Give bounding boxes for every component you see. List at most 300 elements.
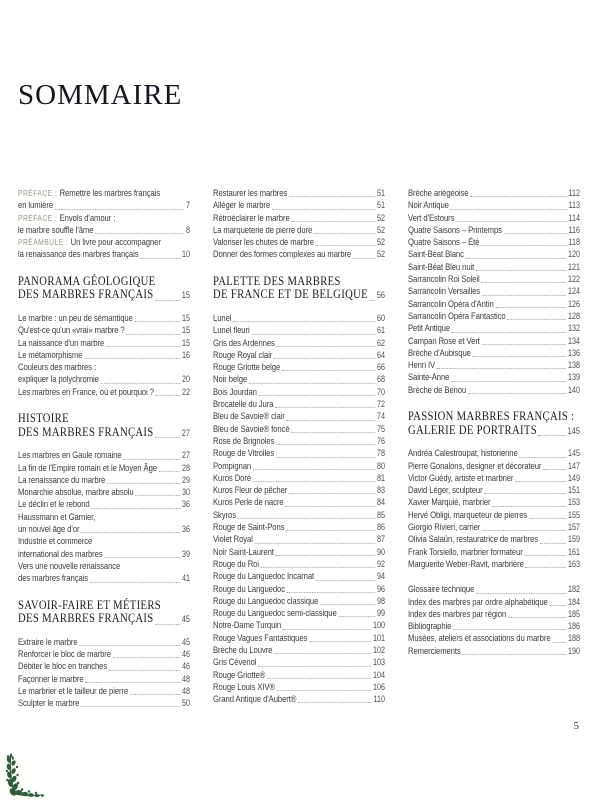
toc-column-1 — [18, 187, 190, 709]
entry-text: Sarrancolin Opéra d'Antin — [408, 297, 494, 309]
toc-entry — [408, 285, 580, 297]
toc-block — [408, 187, 580, 396]
entry-page-number: 118 — [568, 237, 580, 248]
entry-page-number: 29 — [181, 474, 190, 485]
entry-text: Remettre les marbres français — [59, 187, 161, 198]
entry-text: La fin de l'Empire romain et le Moyen Âge — [18, 461, 157, 473]
entry-text: Quatre Saisons – Été — [408, 236, 480, 248]
entry-page-number: 52 — [376, 212, 385, 223]
entry-page-number: 10 — [181, 249, 190, 260]
toc-entry — [213, 521, 385, 533]
dot-leader — [272, 209, 376, 210]
toc-block — [408, 583, 580, 657]
toc-block — [213, 312, 385, 706]
toc-entry — [18, 212, 190, 224]
corner-flourish-icon — [3, 751, 45, 798]
toc-entry — [408, 187, 580, 199]
entry-page-number: 46 — [181, 661, 190, 672]
entry-text: Remerciements — [408, 644, 461, 656]
dot-leader — [254, 543, 375, 544]
entry-text: Violet Royal — [213, 533, 253, 545]
entry-page-number: 99 — [376, 608, 385, 619]
entry-page-number: 132 — [567, 323, 580, 334]
dot-leader — [233, 321, 375, 322]
page-title: SOMMAIRE — [18, 79, 183, 111]
toc-entry — [213, 312, 385, 324]
entry-page-number: 70 — [376, 386, 385, 397]
toc-entry — [213, 349, 385, 361]
dot-leader — [519, 457, 566, 458]
entry-text: Xavier Marquié, marbrier — [408, 496, 491, 508]
toc-block — [18, 312, 190, 398]
toc-entry — [213, 460, 385, 472]
toc-entry — [408, 484, 580, 496]
dot-leader — [437, 368, 567, 369]
toc-entry — [213, 410, 385, 422]
toc-entry — [408, 546, 580, 558]
toc-entry — [213, 423, 385, 435]
toc-entry — [213, 472, 385, 484]
dot-leader — [285, 506, 375, 507]
toc-entry — [213, 361, 385, 373]
section-title-line — [18, 611, 190, 627]
toc-entry — [18, 685, 190, 697]
entry-text: Index des marbres par région — [408, 607, 507, 619]
entry-text: Façonner le marbre — [18, 672, 84, 684]
entry-page-number: 36 — [181, 524, 190, 535]
toc-entry — [408, 620, 580, 632]
toc-entry — [408, 472, 580, 484]
entry-text: DES MARBRES FRANÇAIS — [18, 423, 154, 439]
section-header — [408, 409, 580, 438]
entry-page-number: 153 — [567, 497, 580, 508]
entry-page-number: 145 — [567, 425, 580, 436]
entry-text: Gris Cévenol — [213, 656, 257, 668]
entry-kicker-label: PRÉAMBULE : — [18, 237, 69, 248]
dot-leader — [286, 420, 375, 421]
toc-entry — [408, 509, 580, 521]
entry-page-number: 92 — [376, 558, 385, 569]
toc-block — [213, 187, 385, 261]
toc-entry — [213, 373, 385, 385]
dot-leader — [135, 495, 180, 496]
entry-text: Grand Antique d'Aubert® — [213, 693, 297, 705]
dot-leader — [156, 395, 181, 396]
dot-leader — [450, 209, 566, 210]
dot-leader — [267, 678, 371, 679]
entry-page-number: 120 — [567, 249, 580, 260]
entry-text: Index des marbres par ordre alphabétique — [408, 595, 548, 607]
entry-page-number: 87 — [376, 534, 385, 545]
toc-entry — [408, 347, 580, 359]
toc-entry — [18, 560, 190, 572]
toc-entry — [18, 224, 190, 236]
entry-text: Kuros Doré — [213, 471, 252, 483]
toc-column-2 — [213, 187, 385, 705]
entry-text: Pompignan — [213, 459, 252, 471]
section-title-line — [408, 409, 580, 423]
dot-leader — [289, 196, 375, 197]
entry-page-number: 96 — [376, 583, 385, 594]
entry-text: Rose de Brignoles — [213, 434, 275, 446]
entry-text: Rouge de Saint-Pons — [213, 521, 285, 533]
toc-entry — [18, 361, 190, 373]
entry-page-number: 185 — [567, 608, 580, 619]
dot-leader — [289, 493, 375, 494]
entry-text: Valoriser les chutes de marbre — [213, 236, 315, 248]
entry-text: Restaurer les marbres — [213, 187, 288, 198]
toc-entry — [213, 496, 385, 508]
toc-entry — [408, 645, 580, 657]
toc-entry — [213, 248, 385, 260]
toc-entry — [408, 212, 580, 224]
toc-entry — [213, 447, 385, 459]
entry-text: Frank Torsiello, marbrier formateur — [408, 545, 523, 557]
entry-text: Skyros — [213, 508, 236, 520]
dot-leader — [81, 706, 180, 707]
dot-leader — [251, 334, 375, 335]
entry-text: Le métamorphisme — [18, 348, 83, 360]
entry-page-number: 36 — [181, 499, 190, 510]
section-title-line — [213, 287, 385, 303]
dot-leader — [484, 493, 566, 494]
entry-text: Rouge de Vitrolles — [213, 447, 275, 459]
entry-page-number: 30 — [181, 487, 190, 498]
entry-page-number: 15 — [181, 290, 190, 301]
entry-text: David Léger, sculpteur — [408, 484, 483, 496]
dot-leader — [453, 629, 566, 630]
entry-page-number: 126 — [567, 298, 580, 309]
entry-text: Brèche d'Aubisque — [408, 346, 471, 358]
toc-entry — [213, 693, 385, 705]
entry-text: Saint-Béat Bleu nuit — [408, 260, 475, 272]
toc-entry — [213, 644, 385, 656]
entry-text: Bibliographie — [408, 620, 452, 632]
dot-leader — [314, 233, 375, 234]
entry-page-number: 64 — [376, 349, 385, 360]
toc-entry — [408, 460, 580, 472]
entry-text: SAVOIR-FAIRE ET MÉTIERS — [18, 596, 162, 612]
entry-text: PANORAMA GÉOLOGIQUE — [18, 272, 156, 288]
section-title-line — [18, 425, 190, 441]
toc-entry — [213, 558, 385, 570]
toc-block — [18, 636, 190, 710]
entry-text: Le déclin et le rebond — [18, 498, 90, 510]
entry-page-number: 163 — [567, 558, 580, 569]
dot-leader — [104, 557, 180, 558]
entry-page-number: 151 — [567, 485, 580, 496]
dot-leader — [123, 459, 180, 460]
entry-text: Bleu de Savoie® clair — [213, 410, 285, 422]
entry-text: La naissance d'un marbre — [18, 336, 105, 348]
entry-text: Lunel — [213, 311, 232, 323]
dot-leader — [472, 356, 566, 357]
toc-entry — [408, 596, 580, 608]
entry-page-number: 66 — [376, 362, 385, 373]
toc-entry — [18, 660, 190, 672]
dot-leader — [258, 666, 371, 667]
entry-page-number: 188 — [567, 633, 580, 644]
entry-page-number: 90 — [376, 546, 385, 557]
entry-text: Brèche du Louvre — [213, 643, 273, 655]
entry-text: Le marbre : un peu de sémantique — [18, 311, 133, 323]
entry-text: Industrie et commerce — [18, 535, 93, 547]
toc-entry — [18, 572, 190, 584]
dot-leader — [253, 469, 376, 470]
entry-text: Gris des Ardennes — [213, 336, 275, 348]
entry-text: Rétroéclairer le marbre — [213, 211, 290, 223]
toc-entry — [18, 337, 190, 349]
entry-page-number: 124 — [567, 286, 580, 297]
dot-leader — [482, 530, 566, 531]
toc-entry — [408, 322, 580, 334]
entry-text: Le marbrier et le tailleur de pierre — [18, 684, 129, 696]
dot-leader — [90, 582, 181, 583]
entry-text: Brèche ariégeoise — [408, 187, 469, 198]
dot-leader — [462, 654, 566, 655]
entry-text: Pierre Gonalons, designer et décorateur — [408, 459, 542, 471]
toc-column-3 — [408, 187, 580, 657]
entry-text: Sainte-Anne — [408, 371, 450, 383]
dot-leader — [552, 642, 566, 643]
entry-page-number: 85 — [376, 509, 385, 520]
entry-text: Rouge du Languedoc Incarnat — [213, 570, 315, 582]
dot-leader — [85, 682, 180, 683]
dot-leader — [286, 530, 375, 531]
toc-entry — [408, 273, 580, 285]
dot-leader — [298, 702, 372, 703]
entry-page-number: 27 — [181, 450, 190, 461]
section-title-line — [18, 411, 190, 425]
entry-text: Donner des formes complexes au marbre — [213, 248, 352, 260]
toc-entry — [408, 371, 580, 383]
entry-page-number: 161 — [567, 546, 580, 557]
entry-text: Bleu de Savoie® foncé — [213, 422, 290, 434]
entry-page-number: 112 — [568, 188, 580, 198]
toc-entry — [213, 199, 385, 211]
entry-text: international des marbres — [18, 547, 103, 559]
toc-entry — [18, 349, 190, 361]
entry-text: Couleurs des marbres : — [18, 361, 97, 373]
entry-text: GALERIE DE PORTRAITS — [408, 421, 537, 437]
entry-page-number: 138 — [567, 360, 580, 371]
entry-page-number: 184 — [567, 596, 580, 607]
entry-text: Rouge du Roi — [213, 557, 259, 569]
dot-leader — [508, 617, 567, 618]
entry-text: Vers une nouvelle renaissance — [18, 559, 121, 571]
entry-text: Kuros Perle de nacre — [213, 496, 284, 508]
entry-text: Campan Rose et Vert — [408, 334, 480, 346]
entry-page-number: 20 — [181, 374, 190, 385]
toc-entry — [18, 236, 190, 248]
dot-leader — [482, 295, 567, 296]
entry-page-number: 51 — [376, 188, 385, 198]
entry-page-number: 68 — [376, 374, 385, 385]
entry-page-number: 121 — [567, 261, 580, 272]
toc-entry — [18, 187, 190, 199]
entry-text: Notre-Dame Turquin — [213, 619, 282, 631]
dot-leader — [291, 221, 375, 222]
entry-text: Marguerite Weber-Ravit, marbrière — [408, 557, 524, 569]
toc-entry — [408, 632, 580, 644]
entry-text: Vert d'Estours — [408, 211, 455, 223]
entry-text: Renforcer le bloc de marbre — [18, 647, 111, 659]
entry-text: Alléger le marbre — [213, 199, 271, 211]
toc-entry — [18, 636, 190, 648]
toc-entry — [408, 496, 580, 508]
entry-text: Noir Saint-Laurent — [213, 545, 274, 557]
dot-leader — [524, 555, 566, 556]
entry-page-number: 48 — [181, 685, 190, 696]
toc-entry — [213, 324, 385, 336]
dot-leader — [261, 567, 376, 568]
toc-entry — [213, 484, 385, 496]
entry-page-number: 159 — [567, 534, 580, 545]
toc-entry — [213, 632, 385, 644]
toc-entry — [213, 435, 385, 447]
entry-text: Sarrancolin Opéra Fantastico — [408, 309, 506, 321]
entry-kicker-label: PRÉFACE : — [18, 212, 58, 223]
entry-text: Quatre Saisons – Printemps — [408, 223, 502, 235]
toc-entry — [18, 324, 190, 336]
entry-page-number: 122 — [567, 274, 580, 285]
toc-entry — [408, 248, 580, 260]
toc-block — [18, 187, 190, 261]
dot-leader — [316, 245, 376, 246]
toc-entry — [408, 335, 580, 347]
toc-entry — [213, 669, 385, 681]
entry-text: Débiter le bloc en tranches — [18, 660, 108, 672]
dot-leader — [476, 593, 566, 594]
entry-page-number: 52 — [376, 224, 385, 235]
dot-leader — [309, 641, 371, 642]
entry-page-number: 101 — [372, 632, 385, 643]
toc-entry — [408, 533, 580, 545]
entry-text: Giorgio Rivieri, carrier — [408, 521, 481, 533]
entry-page-number: 60 — [376, 312, 385, 323]
entry-page-number: 83 — [376, 485, 385, 496]
entry-page-number: 149 — [567, 472, 580, 483]
toc-entry — [18, 373, 190, 385]
entry-text: Olivia Salaün, restauratrice de marbres — [408, 533, 538, 545]
entry-page-number: 22 — [181, 386, 190, 397]
dot-leader — [106, 346, 181, 347]
dot-leader — [84, 358, 180, 359]
toc-entry — [213, 546, 385, 558]
dot-leader — [134, 321, 180, 322]
entry-page-number: 190 — [567, 645, 580, 656]
entry-text: Noir belge — [213, 373, 248, 385]
entry-kicker-label: PRÉFACE : — [18, 188, 58, 198]
dot-leader — [275, 555, 375, 556]
toc-entry — [213, 398, 385, 410]
entry-text: La marqueterie de pierre dure — [213, 223, 313, 235]
entry-page-number: 102 — [372, 644, 385, 655]
dot-leader — [504, 233, 567, 234]
toc-entry — [213, 656, 385, 668]
dot-leader — [495, 307, 566, 308]
entry-page-number: 78 — [376, 448, 385, 459]
entry-text: Glossaire technique — [408, 583, 475, 595]
dot-leader — [540, 543, 567, 544]
toc-entry — [18, 474, 190, 486]
entry-text: la renaissance des marbres français — [18, 248, 139, 260]
toc-entry — [213, 533, 385, 545]
toc-entry — [18, 486, 190, 498]
entry-page-number: 15 — [181, 325, 190, 336]
dot-leader — [468, 393, 567, 394]
toc-entry — [408, 583, 580, 595]
dot-leader — [353, 258, 375, 259]
entry-page-number: 15 — [181, 312, 190, 323]
entry-text: Andréa Calestroupat, historienne — [408, 447, 518, 459]
entry-page-number: 157 — [567, 522, 580, 533]
entry-page-number: 27 — [181, 427, 190, 438]
dot-leader — [476, 270, 566, 271]
dot-leader — [276, 457, 376, 458]
entry-text: un nouvel âge d'or — [18, 523, 80, 535]
entry-text: Henri IV — [408, 359, 436, 371]
dot-leader — [481, 344, 566, 345]
entry-page-number: 48 — [181, 673, 190, 684]
entry-page-number: 139 — [567, 372, 580, 383]
entry-page-number: 41 — [181, 573, 190, 584]
entry-text: Rouge Griotte® — [213, 668, 266, 680]
dot-leader — [95, 233, 184, 234]
toc-entry — [18, 449, 190, 461]
entry-text: Petit Antique — [408, 322, 451, 334]
entry-text: PALETTE DES MARBRES — [213, 272, 341, 288]
toc-entry — [408, 310, 580, 322]
section-title-line — [213, 274, 385, 288]
dot-leader — [81, 532, 180, 533]
dot-leader — [525, 567, 566, 568]
entry-page-number: 56 — [376, 290, 385, 301]
toc-entry — [213, 681, 385, 693]
section-header — [18, 598, 190, 627]
entry-page-number: 8 — [185, 224, 190, 235]
entry-page-number: 186 — [567, 621, 580, 632]
entry-text: Sarrancolin Roi Soleil — [408, 273, 480, 285]
toc-entry — [18, 386, 190, 398]
section-header — [18, 411, 190, 440]
toc-entry — [18, 697, 190, 709]
entry-page-number: 75 — [376, 423, 385, 434]
entry-text: Rouge du Languedoc classique — [213, 594, 319, 606]
dot-leader — [276, 444, 375, 445]
entry-text: des marbres français — [18, 572, 89, 584]
dot-leader — [238, 518, 376, 519]
entry-page-number: 106 — [372, 681, 385, 692]
dot-leader — [155, 437, 180, 438]
toc-entry — [408, 199, 580, 211]
dot-leader — [274, 653, 371, 654]
entry-text: Monarchie absolue, marbre absolu — [18, 486, 134, 498]
dot-leader — [287, 592, 376, 593]
entry-page-number: 134 — [567, 335, 580, 346]
entry-page-number: 98 — [376, 595, 385, 606]
dot-leader — [282, 370, 376, 371]
entry-page-number: 52 — [376, 237, 385, 248]
toc-entry — [18, 648, 190, 660]
entry-page-number: 16 — [181, 349, 190, 360]
dot-leader — [291, 432, 375, 433]
toc-entry — [213, 236, 385, 248]
dot-leader — [539, 435, 566, 436]
dot-leader — [276, 346, 375, 347]
toc-entry — [408, 608, 580, 620]
entry-page-number: 62 — [376, 337, 385, 348]
